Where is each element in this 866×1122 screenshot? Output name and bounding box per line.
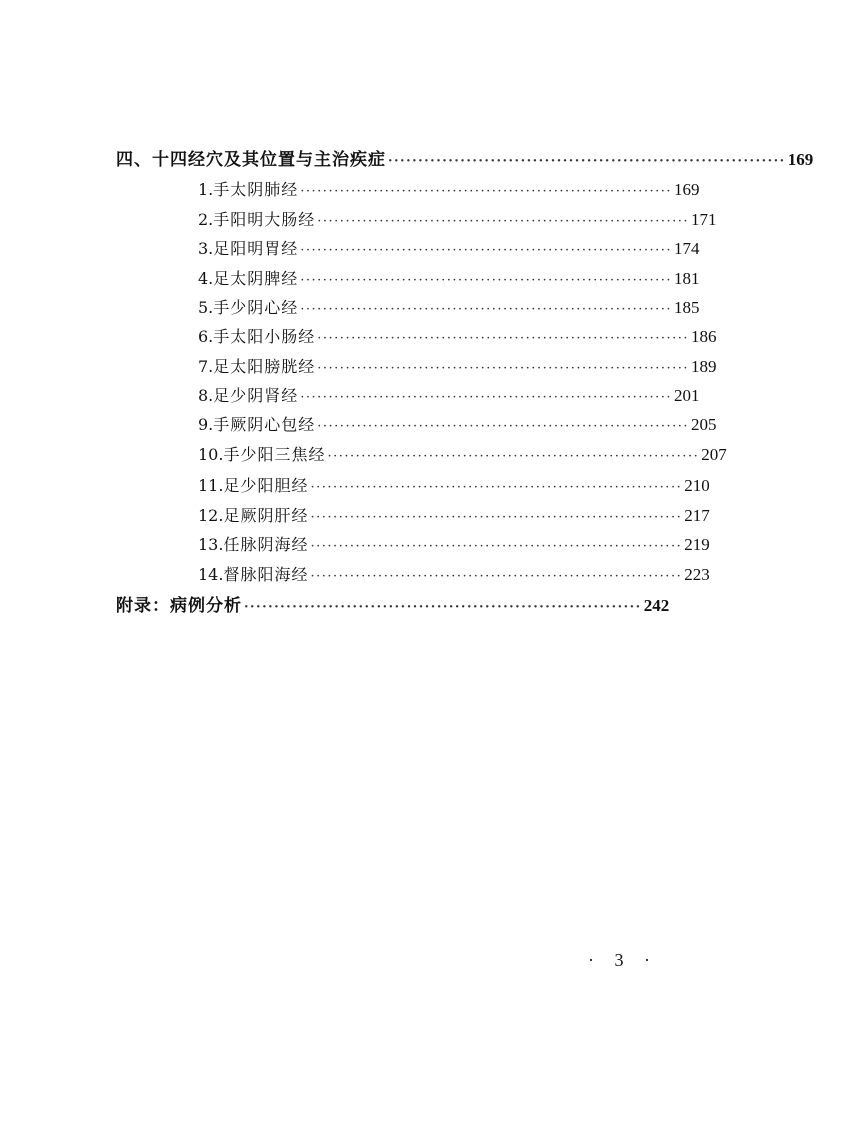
dot-leader: ·································································· — [310, 480, 683, 495]
toc-page-number: 186 — [691, 327, 717, 346]
page-number-footer: · 3 · — [588, 950, 658, 970]
toc-section-entry[interactable] — [116, 146, 814, 174]
toc-entry-number: 3. — [198, 239, 214, 258]
toc-entry-title: 手太阴肺经 — [213, 180, 299, 199]
toc-entry-number: 1. — [198, 180, 214, 199]
toc-entry-title: 足阳明胃经 — [213, 239, 299, 258]
dot-leader: ·································································· — [244, 600, 642, 615]
toc-page-number: 219 — [684, 535, 710, 554]
toc-entry-title: 任脉阴海经 — [223, 535, 309, 554]
dot-leader: ·································································· — [300, 184, 673, 199]
toc-entry[interactable] — [198, 502, 710, 530]
toc-entry[interactable] — [198, 323, 717, 351]
toc-entry[interactable] — [198, 531, 710, 559]
toc-entry-title: 手少阳三焦经 — [223, 445, 326, 464]
toc-entry[interactable] — [198, 561, 710, 589]
toc-page-number: 223 — [684, 565, 710, 584]
toc-entry-title: 足太阳膀胱经 — [213, 357, 316, 376]
toc-page-number: 181 — [674, 269, 700, 288]
dot-leader: ·································································· — [310, 539, 683, 554]
toc-page-number: 201 — [674, 386, 700, 405]
toc-entry-number: 13. — [198, 535, 224, 554]
toc-entry-number: 10. — [198, 445, 224, 464]
toc-page-number: 217 — [684, 506, 710, 525]
dot-leader: ·································································· — [327, 449, 700, 464]
toc-entry-title: 足厥阴肝经 — [223, 506, 309, 525]
toc-entry-number: 7. — [198, 357, 214, 376]
toc-entry[interactable] — [198, 382, 700, 410]
toc-appendix-entry[interactable] — [116, 592, 670, 620]
toc-entry-number: 6. — [198, 327, 214, 346]
toc-entry[interactable] — [198, 353, 717, 381]
dot-leader: ·································································· — [300, 390, 673, 405]
toc-entry[interactable] — [198, 235, 700, 263]
toc-entry[interactable] — [198, 294, 700, 322]
toc-entry[interactable] — [198, 206, 717, 234]
toc-entry-number: 9. — [198, 415, 214, 434]
toc-page-number: 189 — [691, 357, 717, 376]
toc-entry-number: 14. — [198, 565, 224, 584]
dot-leader: ·································································· — [317, 419, 690, 434]
toc-page-number: 169 — [674, 180, 700, 199]
dot-leader: ·································································· — [317, 331, 690, 346]
toc-entry-title: 足太阴脾经 — [213, 269, 299, 288]
dot-leader: ·································································· — [317, 361, 690, 376]
toc-entry-title: 手太阳小肠经 — [213, 327, 316, 346]
toc-entry[interactable] — [198, 411, 717, 439]
toc-page-number: 174 — [674, 239, 700, 258]
dot-leader: ·································································· — [317, 214, 690, 229]
toc-entry[interactable] — [198, 176, 700, 204]
toc-entry-title: 手阳明大肠经 — [213, 210, 316, 229]
toc-page-number: 207 — [701, 445, 727, 464]
toc-entry[interactable] — [198, 265, 700, 293]
toc-entry-number: 12. — [198, 506, 224, 525]
toc-entry-title: 手少阴心经 — [213, 298, 299, 317]
toc-entry-title: 附录：病例分析 — [116, 596, 242, 616]
dot-leader: ·································································· — [310, 569, 683, 584]
toc-entry-number: 8. — [198, 386, 214, 405]
toc-entry[interactable] — [198, 441, 727, 469]
dot-leader: ·································································· — [300, 302, 673, 317]
toc-page-number: 210 — [684, 476, 710, 495]
dot-leader: ·································································· — [300, 243, 673, 258]
toc-entry[interactable] — [198, 472, 710, 500]
toc-page-number: 205 — [691, 415, 717, 434]
toc-entry-number: 2. — [198, 210, 214, 229]
toc-entry-title: 四、十四经穴及其位置与主治疾症 — [116, 150, 386, 170]
toc-page-number: 171 — [691, 210, 717, 229]
toc-entry-number: 4. — [198, 269, 214, 288]
toc-entry-title: 手厥阴心包经 — [213, 415, 316, 434]
toc-entry-title: 督脉阳海经 — [223, 565, 309, 584]
toc-entry-number: 11. — [198, 476, 224, 495]
dot-leader: ·································································· — [310, 510, 683, 525]
dot-leader: ·································································· — [388, 154, 786, 169]
toc-entry-title: 足少阴肾经 — [213, 386, 299, 405]
dot-leader: ·································································· — [300, 273, 673, 288]
toc-page-number: 185 — [674, 298, 700, 317]
toc-page-number: 169 — [787, 150, 814, 169]
toc-entry-number: 5. — [198, 298, 214, 317]
toc-page-number: 242 — [643, 596, 670, 615]
toc-entry-title: 足少阳胆经 — [223, 476, 309, 495]
